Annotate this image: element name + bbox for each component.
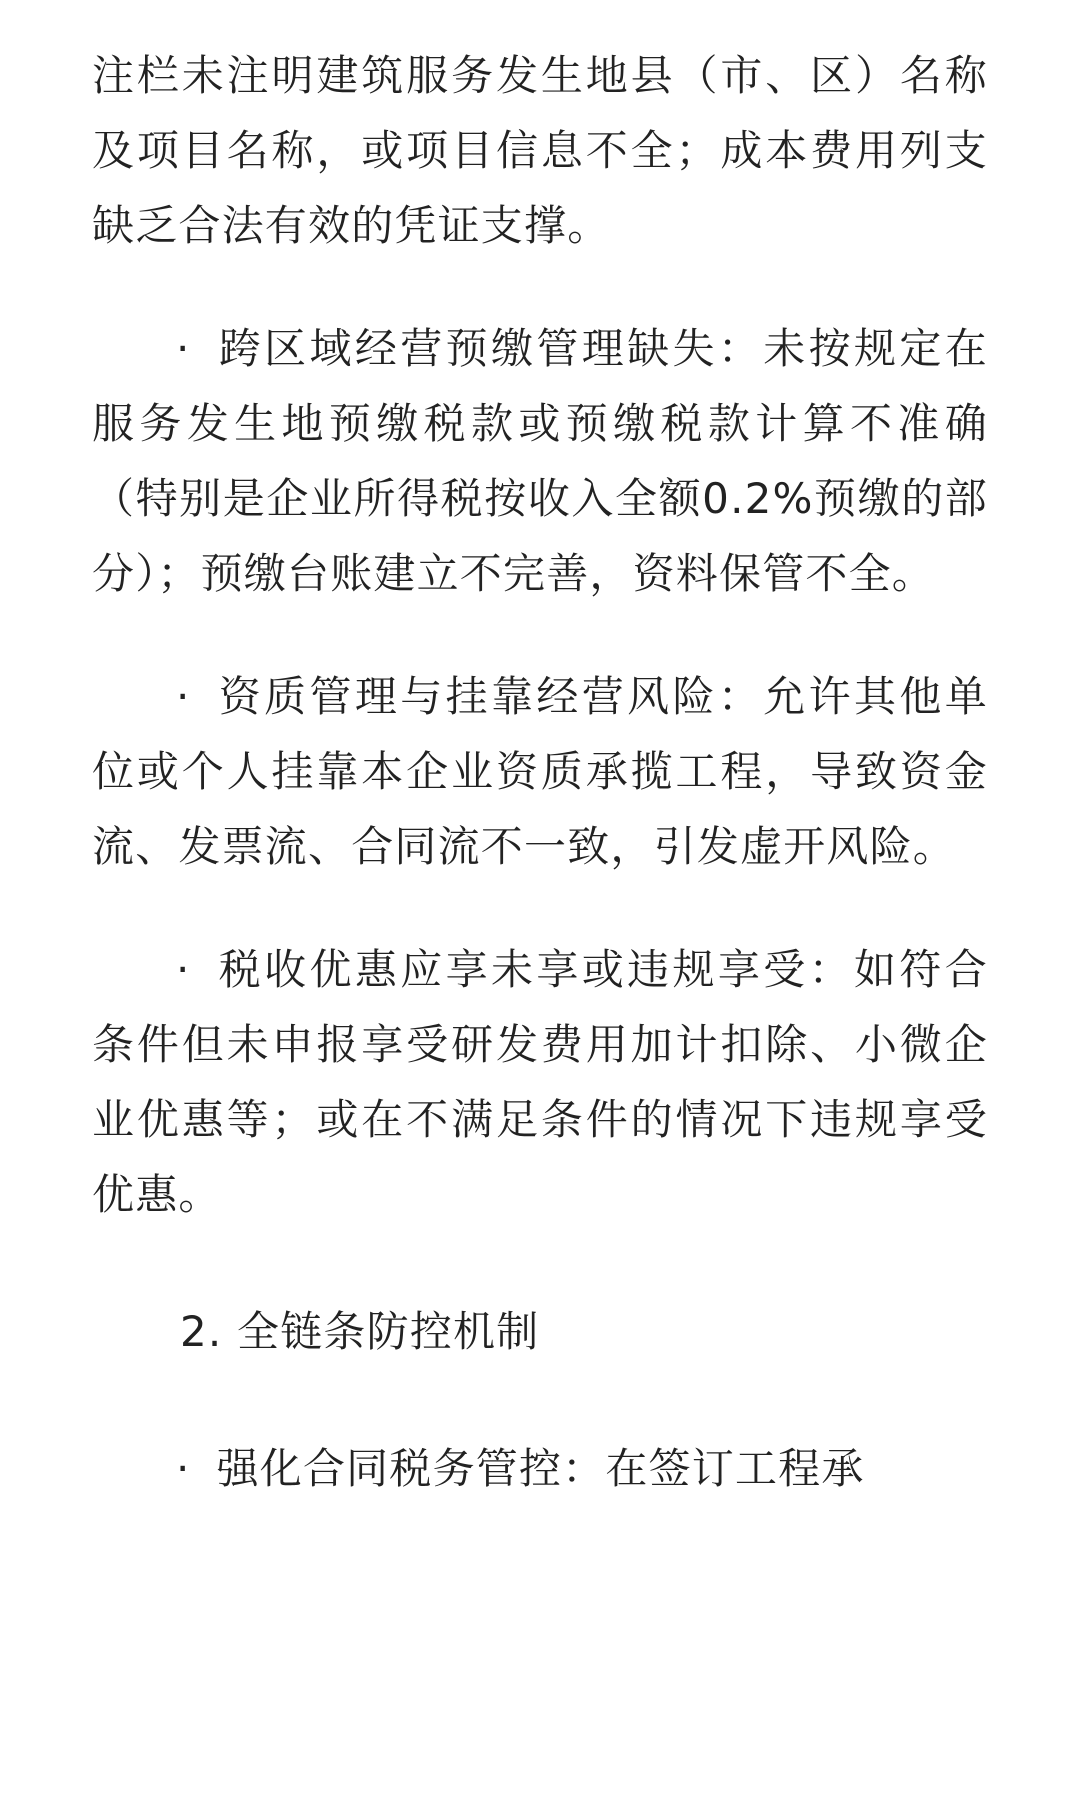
paragraph-text: 注栏未注明建筑服务发生地县（市、区）名称及项目名称，或项目信息不全；成本费用列支缺乏合法有效的凭证支撑。	[92, 51, 988, 250]
paragraph-invoice-remarks	[92, 38, 988, 263]
section-heading: 2. 全链条防控机制	[180, 1307, 540, 1356]
spacer	[92, 611, 988, 659]
spacer	[92, 884, 988, 932]
bullet-dot: ·	[176, 1444, 191, 1493]
spacer	[92, 1232, 988, 1294]
bullet-dot: ·	[176, 945, 191, 994]
paragraph-text: 税收优惠应享未享或违规享受：如符合条件但未申报享受研发费用加计扣除、小微企业优惠等；或在不满足条件的情况下违规享受优惠。	[92, 945, 988, 1219]
bullet-dot: ·	[176, 672, 191, 721]
paragraph-text: 强化合同税务管控：在签订工程承	[216, 1444, 865, 1493]
paragraph-tax-incentives	[92, 932, 988, 1232]
bullet-dot: ·	[176, 324, 191, 373]
paragraph-contract-control	[92, 1431, 988, 1506]
paragraph-text: 资质管理与挂靠经营风险：允许其他单位或个人挂靠本企业资质承揽工程，导致资金流、发票流、合同流不一致，引发虚开风险。	[92, 672, 988, 871]
paragraph-qualification-risk	[92, 659, 988, 884]
spacer	[92, 1369, 988, 1431]
paragraph-cross-region-prepay	[92, 311, 988, 611]
spacer	[92, 263, 988, 311]
paragraph-text: 跨区域经营预缴管理缺失：未按规定在服务发生地预缴税款或预缴税款计算不准确（特别是企业所得税按收入全额0.2%预缴的部分）；预缴台账建立不完善，资料保管不全。	[92, 324, 988, 598]
